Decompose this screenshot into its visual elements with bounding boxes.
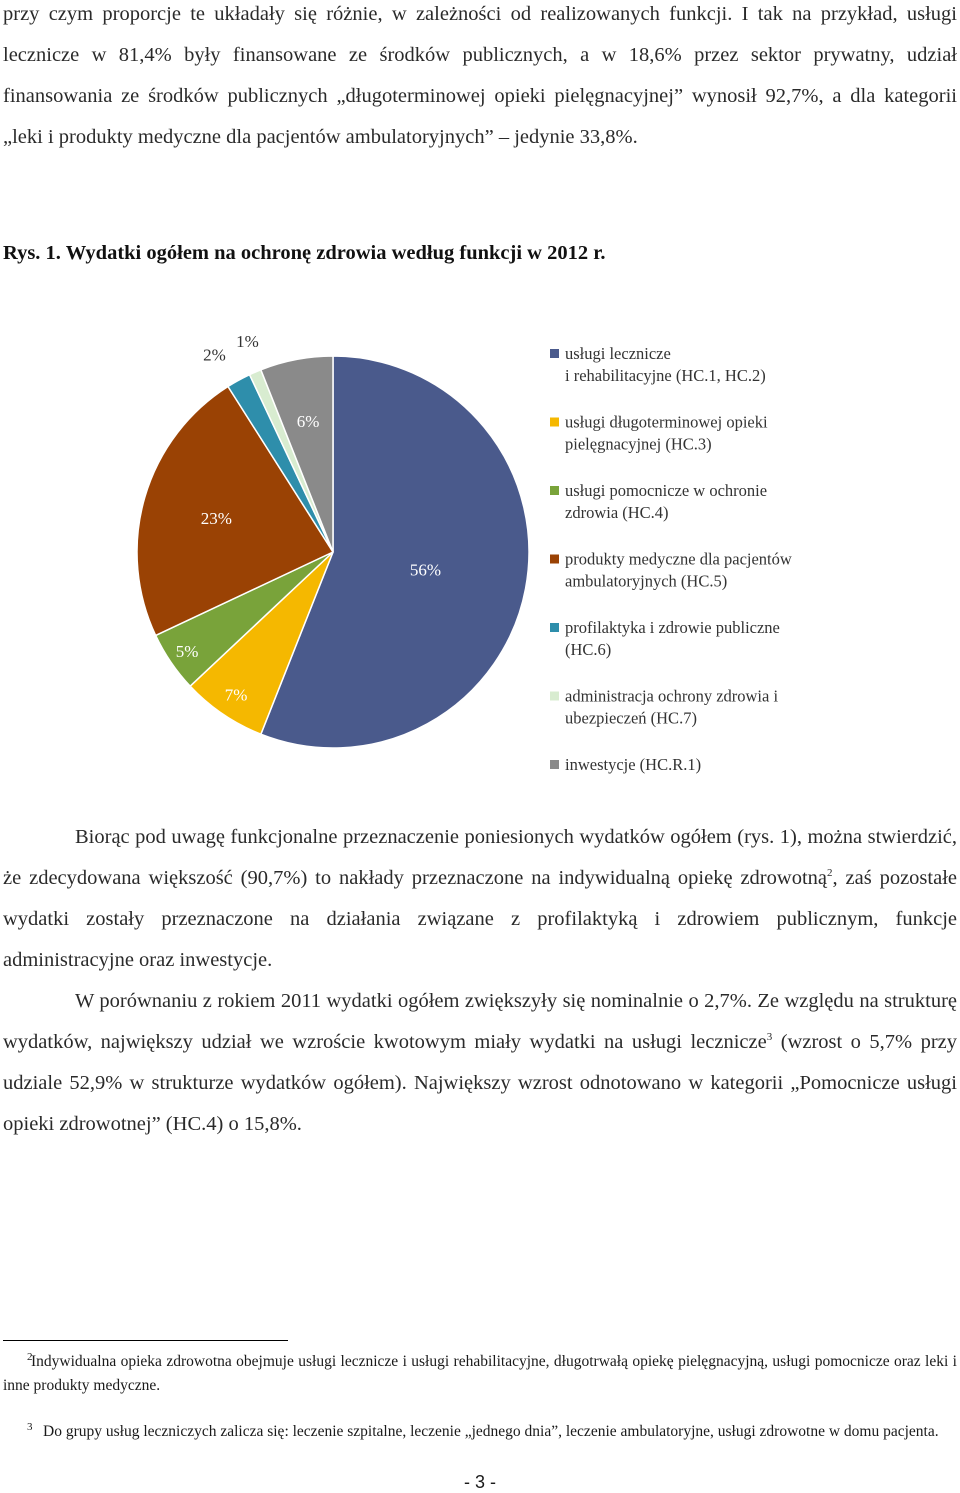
footnote-3: [3, 1420, 957, 1444]
legend-swatch-administracja: [550, 692, 559, 701]
pie-label-profilaktyka: 2%: [203, 345, 226, 365]
paragraph-2-text-b: , zaś pozostałe wydatki zostały przeznaczone na działania związane z profilaktyką i zdrowiem publicznym, funkcje administracyjne oraz inwestycje.: [3, 867, 957, 971]
pie-label-uslugi-pomocnicze: 5%: [175, 642, 199, 662]
footnote-3-number: 3: [27, 1420, 33, 1433]
paragraph-3-text-a: W porównaniu z rokiem 2011 wydatki ogółem zwiększyły się nominalnie o 2,7%. Ze względu na strukturę wydatków, największy udział we wzroście kwotowym miały wydatki na usługi lecznicze: [3, 990, 957, 1053]
paragraph-3-text-b: (wzrost o 5,7% przy udziale 52,9% w strukturze wydatków ogółem). Największy wzrost odnotowano w kategorii „Pomocnicze usługi opieki zdrowotnej” (HC.4) o 15,8%.: [3, 1031, 958, 1135]
footnote-2-text: Indywidualna opieka zdrowotna obejmuje usługi lecznicze i usługi rehabilitacyjne, długotrwałą opiekę pielęgnacyjną, usługi pomocnicze oraz leki i inne produkty medyczne.: [3, 1353, 957, 1394]
legend-swatch-inwestycje: [550, 760, 559, 769]
paragraph-3: [3, 981, 957, 1145]
legend-label-opieka-dlugoterminowa: usługi długoterminowej opieki pielęgnacyjnej (HC.3): [565, 412, 768, 454]
page-number: - 3 -: [463, 1472, 496, 1492]
legend-label-uslugi-lecznicze: usługi lecznicze i rehabilitacyjne (HC.1, HC.2): [565, 344, 766, 385]
footnote-3-text: Do grupy usług leczniczych zalicza się: leczenie szpitalne, leczenie „jednego dnia”, leczenie ambulatoryjne, usługi zdrowotne w domu pacjenta.: [43, 1423, 939, 1440]
legend-swatch-uslugi-lecznicze: [550, 349, 559, 358]
legend-label-uslugi-pomocnicze: usługi pomocnicze w ochronie zdrowia (HC.4): [565, 481, 768, 522]
pie-label-opieka-dlugoterminowa: 7%: [224, 685, 248, 705]
legend-label-produkty-medyczne: produkty medyczne dla pacjentów ambulatoryjnych (HC.5): [565, 549, 792, 591]
legend-label-administracja: administracja ochrony zdrowia i ubezpieczeń (HC.7): [565, 686, 779, 728]
pie-label-inwestycje: 6%: [296, 412, 320, 432]
pie-label-uslugi-lecznicze: 56%: [409, 560, 441, 580]
pie-chart-svg: [0, 330, 960, 790]
figure-caption: Rys. 1. Wydatki ogółem na ochronę zdrowia według funkcji w 2012 r.: [3, 242, 606, 264]
footnote-ref-2: 2: [827, 867, 833, 880]
paragraph-2-text-a: Biorąc pod uwagę funkcjonalne przeznaczenie poniesionych wydatków ogółem (rys. 1), można stwierdzić, że zdecydowana większość (90,7%) to nakłady przeznaczone na indywidualną opiekę zdrowotną: [3, 826, 957, 889]
footnote-2: [3, 1350, 957, 1398]
pie-chart: [0, 330, 960, 790]
legend-swatch-uslugi-pomocnicze: [550, 486, 559, 495]
legend-swatch-profilaktyka: [550, 623, 559, 632]
legend-swatch-produkty-medyczne: [550, 555, 559, 564]
intro-text: przy czym proporcje te układały się różnie, w zależności od realizowanych funkcji. I tak na przykład, usługi lecznicze w 81,4% były finansowane ze środków publicznych, a w 18,6% przez sektor prywatny, udział finansowania ze środków publicznych „długoterminowej opieki pielęgnacyjnej” wynosił 92,7%, a dla kategorii „leki i produkty medyczne dla pacjentów ambulatoryjnych” – jedynie 33,8%.: [3, 3, 957, 148]
intro-paragraph: [3, 0, 957, 158]
footnote-2-number: 2: [27, 1350, 33, 1363]
footnote-divider: [3, 1340, 288, 1341]
paragraph-2: [3, 817, 957, 981]
legend-label-inwestycje: inwestycje (HC.R.1): [565, 755, 702, 774]
pie-label-produkty-medyczne: 23%: [200, 509, 232, 529]
footnote-ref-3: 3: [766, 1031, 773, 1044]
legend-swatch-opieka-dlugoterminowa: [550, 418, 559, 427]
pie-label-administracja: 1%: [236, 332, 259, 352]
legend-label-profilaktyka: profilaktyka i zdrowie publiczne (HC.6): [565, 618, 780, 659]
